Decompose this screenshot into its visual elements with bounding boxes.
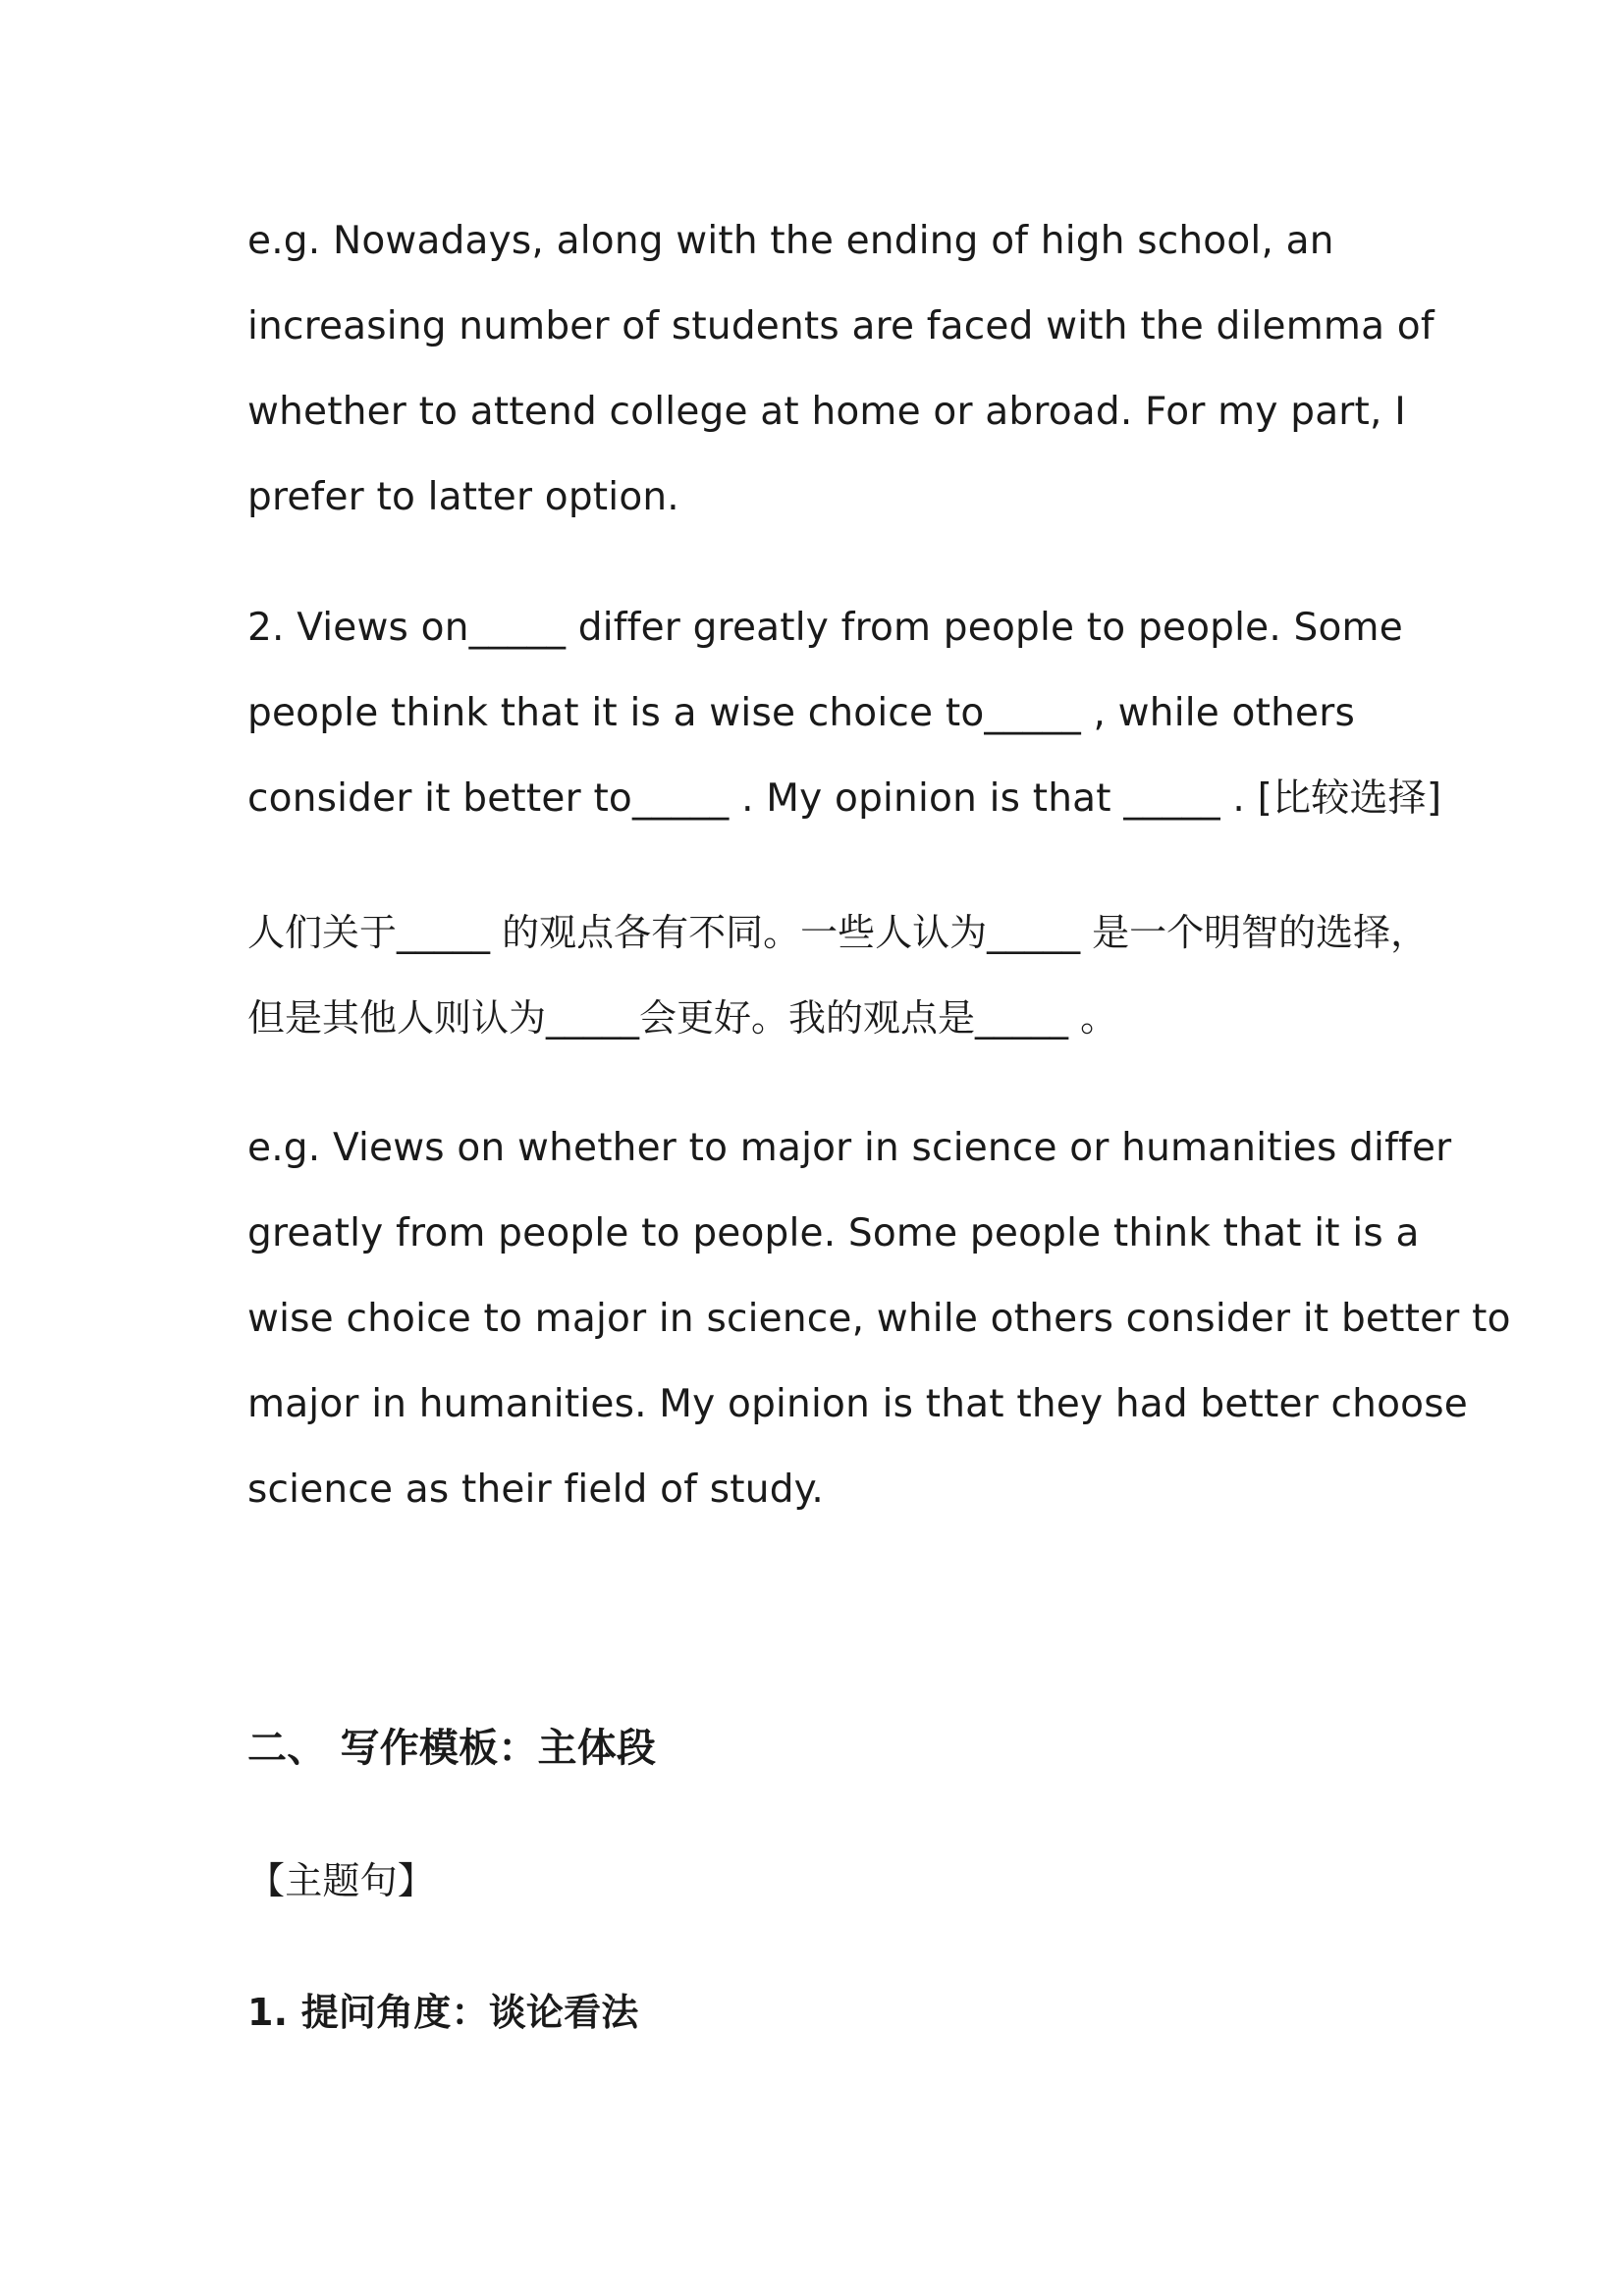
topic-sentence-label: 【主题句】 — [247, 1859, 436, 1902]
template2-line-2: people think that it is a wise choice to_____ , while others — [247, 691, 1355, 735]
example2-line-3: wise choice to major in science, while others consider it better to — [247, 1297, 1511, 1341]
section2-heading: 二、 写作模板：主体段 — [247, 1726, 657, 1771]
example2-line-5: science as their field of study. — [247, 1468, 824, 1512]
example1-line-4: prefer to latter option. — [247, 475, 679, 519]
template2-line-1: 2. Views on_____ differ greatly from people to people. Some — [247, 606, 1403, 650]
translation2-line-1: 人们关于_____ 的观点各有不同。一些人认为_____ 是一个明智的选择， — [247, 911, 1429, 954]
example2-line-4: major in humanities. My opinion is that they had better choose — [247, 1382, 1468, 1426]
example1-line-1: e.g. Nowadays, along with the ending of high school, an — [247, 219, 1334, 263]
example2-line-2: greatly from people to people. Some people think that it is a — [247, 1211, 1420, 1255]
section2-subheading: 1. 提问角度：谈论看法 — [247, 1991, 639, 2034]
translation2-line-2: 但是其他人则认为_____会更好。我的观点是_____ 。 — [247, 996, 1118, 1040]
example2-line-1: e.g. Views on whether to major in science or humanities differ — [247, 1126, 1452, 1170]
example1-line-3: whether to attend college at home or abroad. For my part, I — [247, 390, 1406, 434]
template2-line-3: consider it better to_____ . My opinion is that _____ . [比较选择] — [247, 776, 1442, 821]
example1-line-2: increasing number of students are faced with the dilemma of — [247, 304, 1435, 348]
